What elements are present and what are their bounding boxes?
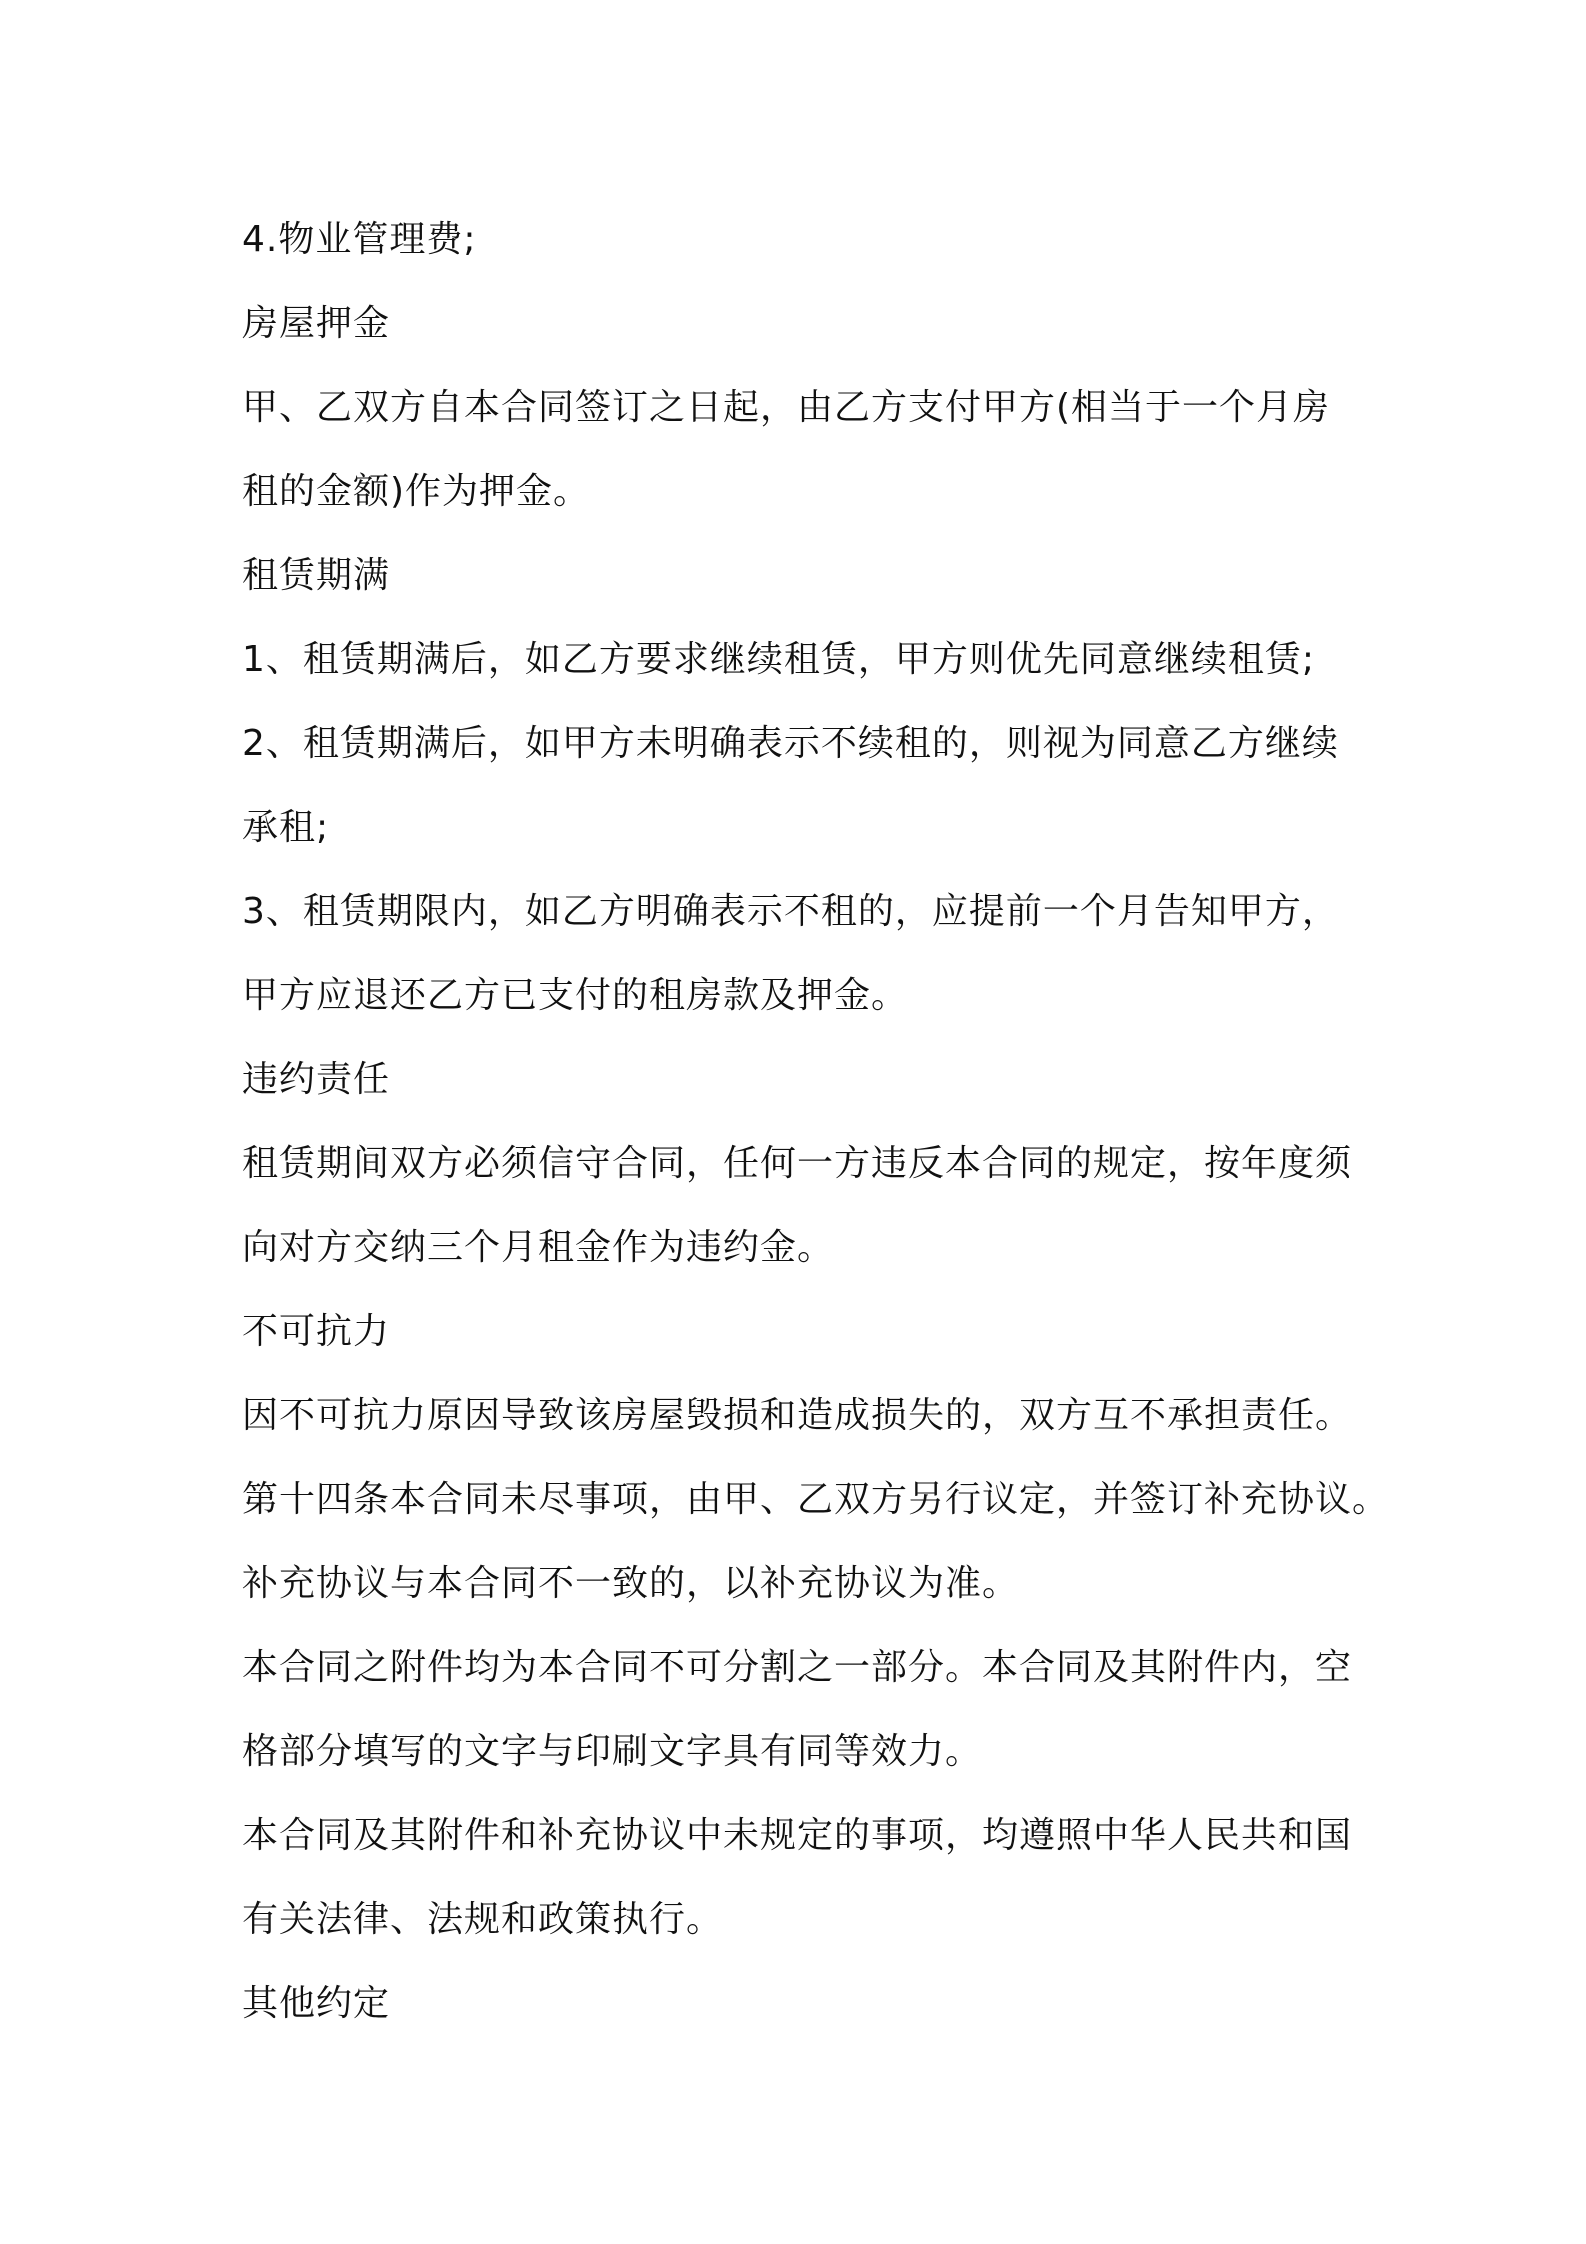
- expiry-clause-3-line-1: 3、租赁期限内，如乙方明确表示不租的，应提前一个月告知甲方，: [242, 891, 1339, 932]
- expiry-clause-2-line-1: 2、租赁期满后，如甲方未明确表示不续租的，则视为同意乙方继续: [242, 723, 1339, 764]
- heading-other-agreements: 其他约定: [242, 1983, 391, 2024]
- heading-lease-expiry: 租赁期满: [242, 555, 391, 596]
- attachments-text-line-1: 本合同之附件均为本合同不可分割之一部分。本合同及其附件内，空: [242, 1647, 1353, 1688]
- force-majeure-text: 因不可抗力原因导致该房屋毁损和造成损失的，双方互不承担责任。: [242, 1395, 1353, 1436]
- supplementary-agreement-text: 补充协议与本合同不一致的，以补充协议为准。: [242, 1563, 1020, 1604]
- deposit-text-line-2: 租的金额)作为押金。: [242, 471, 591, 512]
- heading-force-majeure: 不可抗力: [242, 1311, 391, 1352]
- expiry-clause-3-line-2: 甲方应退还乙方已支付的租房款及押金。: [242, 975, 909, 1016]
- expiry-clause-1: 1、租赁期满后，如乙方要求继续租赁，甲方则优先同意继续租赁;: [242, 639, 1316, 680]
- attachments-text-line-2: 格部分填写的文字与印刷文字具有同等效力。: [242, 1731, 983, 1772]
- heading-deposit: 房屋押金: [242, 303, 391, 344]
- item-property-fee: 4.物业管理费;: [242, 219, 477, 260]
- expiry-clause-2-line-2: 承租;: [242, 807, 330, 848]
- deposit-text-line-1: 甲、乙双方自本合同签订之日起，由乙方支付甲方(相当于一个月房: [242, 387, 1331, 428]
- article-14-text: 第十四条本合同未尽事项，由甲、乙双方另行议定，并签订补充协议。: [242, 1479, 1390, 1520]
- legal-compliance-line-2: 有关法律、法规和政策执行。: [242, 1899, 724, 1940]
- breach-text-line-1: 租赁期间双方必须信守合同，任何一方违反本合同的规定，按年度须: [242, 1143, 1353, 1184]
- heading-breach-liability: 违约责任: [242, 1059, 391, 1100]
- legal-compliance-line-1: 本合同及其附件和补充协议中未规定的事项，均遵照中华人民共和国: [242, 1815, 1353, 1856]
- document-body: [242, 198, 1390, 2046]
- breach-text-line-2: 向对方交纳三个月租金作为违约金。: [242, 1227, 835, 1268]
